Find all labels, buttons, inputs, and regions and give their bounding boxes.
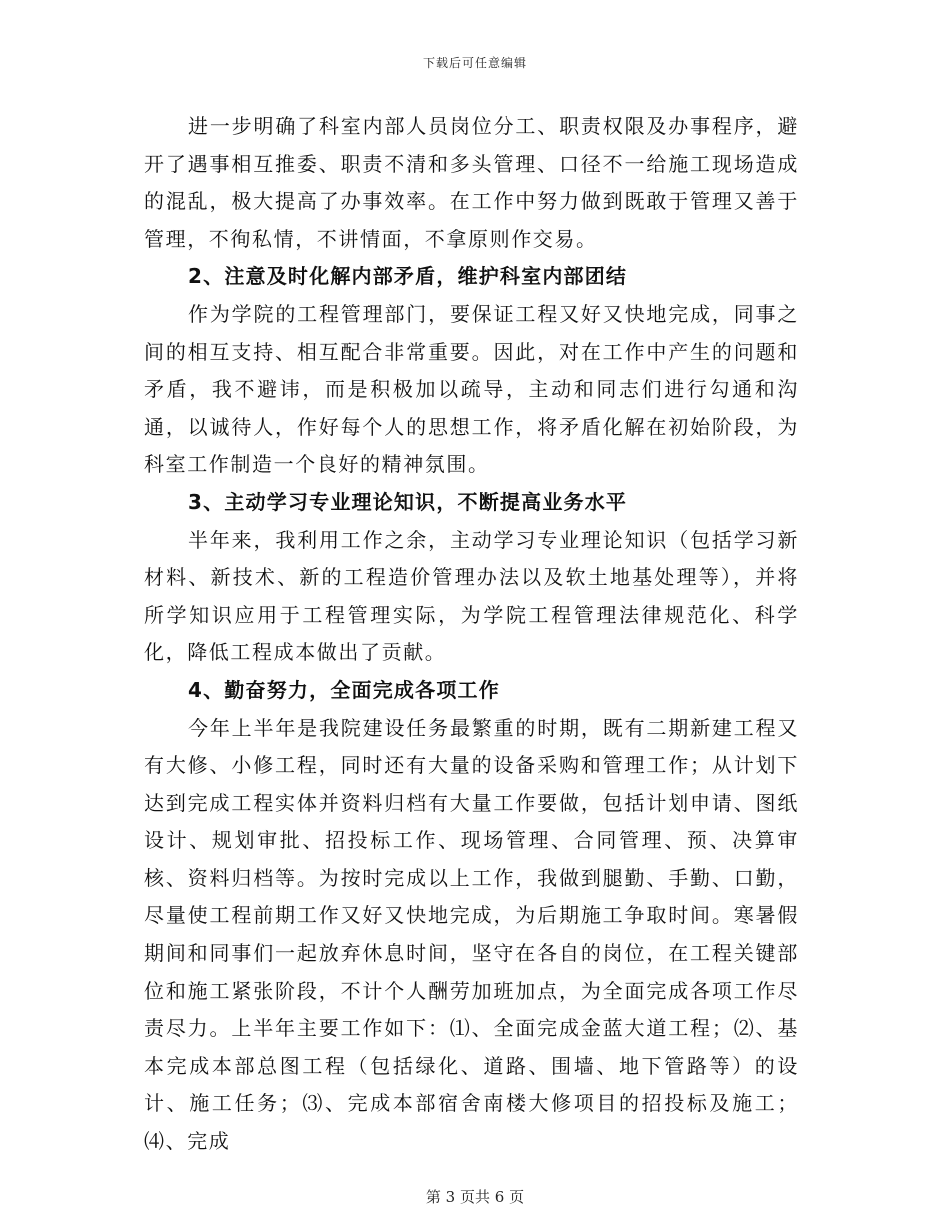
paragraph-1: 进一步明确了科室内部人员岗位分工、职责权限及办事程序，避开了遇事相互推委、职责不清和多头管理、口径不一给施工现场造成的混乱，极大提高了办事效率。在工作中努力做到既敢于管理又善于管理，不徇私情，不讲情面，不拿原则作交易。 xyxy=(144,114,799,251)
paragraph-4: 今年上半年是我院建设任务最繁重的时期，既有二期新建工程又有大修、小修工程，同时还有大量的设备采购和管理工作；从计划下达到完成工程实体并资料归档有大量工作要做，包括计划申请、图纸设计、规划审批、招投标工作、现场管理、合同管理、预、决算审核、资料归档等。为按时完成以上工作，我做到腿勤、手勤、口勤，尽量使工程前期工作又好又快地完成，为后期施工争取时间。寒暑假期间和同事们一起放弃休息时间，坚守在各自的岗位，在工程关键部位和施工紧张阶段，不计个人酬劳加班加点，为全面完成各项工作尽责尽力。上半年主要工作如下：⑴、全面完成金蓝大道工程；⑵、基本完成本部总图工程（包括绿化、道路、围墙、地下管路等）的设计、施工任务；⑶、完成本部宿舍南楼大修项目的招投标及施工；⑷、完成 xyxy=(144,715,799,1154)
paragraph-2: 作为学院的工程管理部门，要保证工程又好又快地完成，同事之间的相互支持、相互配合非常重要。因此，对在工作中产生的问题和矛盾，我不避讳，而是积极加以疏导，主动和同志们进行勾通和沟通，以诚待人，作好每个人的思想工作，将矛盾化解在初始阶段，为科室工作制造一个良好的精神氛围。 xyxy=(144,301,799,477)
paragraph-3: 半年来，我利用工作之余，主动学习专业理论知识（包括学习新材料、新技术、新的工程造价管理办法以及软土地基处理等），并将所学知识应用于工程管理实际，为学院工程管理法律规范化、科学化，降低工程成本做出了贡献。 xyxy=(144,527,799,665)
section-heading-3: 3、主动学习专业理论知识，不断提高业务水平 xyxy=(188,489,628,514)
document-body xyxy=(144,108,799,1161)
section-heading-4: 4、勤奋努力，全面完成各项工作 xyxy=(188,677,500,702)
section-heading-2: 2、注意及时化解内部矛盾，维护科室内部团结 xyxy=(188,264,628,289)
page-header: 下载后可任意编辑 xyxy=(422,56,527,70)
page-footer: 第 3 页共 6 页 xyxy=(425,1188,525,1206)
